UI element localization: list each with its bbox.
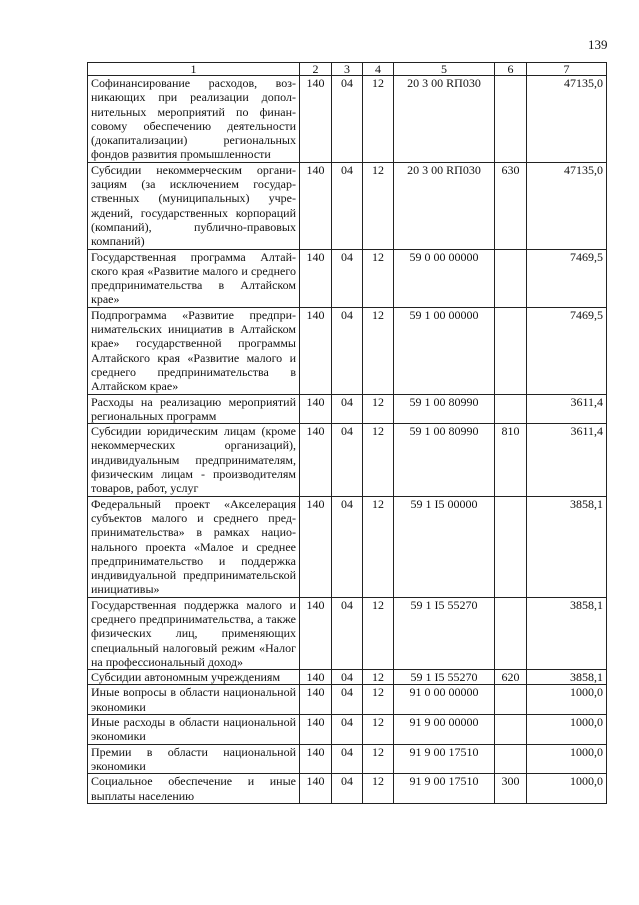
expense-type-code <box>495 597 527 669</box>
table-row <box>88 424 607 496</box>
expense-type-code <box>495 249 527 307</box>
section-code: 04 <box>332 597 363 669</box>
column-header: 1 <box>88 63 300 76</box>
column-header: 2 <box>300 63 332 76</box>
subsection-code: 12 <box>363 715 394 745</box>
column-header: 5 <box>394 63 495 76</box>
subsection-code: 12 <box>363 424 394 496</box>
subsection-code: 12 <box>363 76 394 163</box>
ministry-code: 140 <box>300 670 332 685</box>
row-description: Федеральный проект «Акселерация субъектов малого и среднего предпринимательства» в рамках национального проекта «Малое и среднее предпринимательство и поддержка индивидуальной предпринимательской инициативы» <box>88 496 300 597</box>
expense-type-code: 630 <box>495 162 527 249</box>
target-article-code: 59 1 I5 55270 <box>394 670 495 685</box>
subsection-code: 12 <box>363 744 394 774</box>
target-article-code: 91 9 00 17510 <box>394 744 495 774</box>
amount: 1000,0 <box>527 685 607 715</box>
section-code: 04 <box>332 424 363 496</box>
ministry-code: 140 <box>300 394 332 424</box>
table-body <box>88 76 607 804</box>
row-description: Иные расходы в области национальной экономики <box>88 715 300 745</box>
ministry-code: 140 <box>300 76 332 163</box>
table-row <box>88 597 607 669</box>
expense-type-code <box>495 76 527 163</box>
subsection-code: 12 <box>363 394 394 424</box>
subsection-code: 12 <box>363 162 394 249</box>
amount: 3858,1 <box>527 597 607 669</box>
expense-type-code <box>495 685 527 715</box>
subsection-code: 12 <box>363 670 394 685</box>
row-description: Софинансирование расходов, возникающих при реализации дополнительных мероприятий по финансовому обеспечению деятельности (докапитализации) региональных фондов развития промышленности <box>88 76 300 163</box>
row-description: Субсидии юридическим лицам (кроме некоммерческих организаций), индивидуальным предпринимателям, физическим лицам - производителям товаров, работ, услуг <box>88 424 300 496</box>
expense-type-code <box>495 715 527 745</box>
ministry-code: 140 <box>300 496 332 597</box>
section-code: 04 <box>332 685 363 715</box>
table-row <box>88 394 607 424</box>
page-number: 139 <box>588 37 608 52</box>
table-header <box>88 63 607 76</box>
column-header: 3 <box>332 63 363 76</box>
target-article-code: 59 1 I5 55270 <box>394 597 495 669</box>
subsection-code: 12 <box>363 496 394 597</box>
target-article-code: 20 3 00 RП030 <box>394 162 495 249</box>
table-row <box>88 685 607 715</box>
section-code: 04 <box>332 76 363 163</box>
ministry-code: 140 <box>300 162 332 249</box>
amount: 1000,0 <box>527 774 607 804</box>
table-row <box>88 496 607 597</box>
ministry-code: 140 <box>300 715 332 745</box>
section-code: 04 <box>332 774 363 804</box>
ministry-code: 140 <box>300 597 332 669</box>
amount: 3858,1 <box>527 670 607 685</box>
table-row <box>88 307 607 394</box>
expense-type-code: 300 <box>495 774 527 804</box>
table-row <box>88 670 607 685</box>
column-header: 7 <box>527 63 607 76</box>
expense-type-code <box>495 496 527 597</box>
row-description: Подпрограмма «Развитие предпринимательских инициатив в Алтайском крае» государственной программы Алтайского края «Развитие малого и среднего предпринимательства в Алтайском крае» <box>88 307 300 394</box>
column-header: 6 <box>495 63 527 76</box>
subsection-code: 12 <box>363 249 394 307</box>
target-article-code: 20 3 00 RП030 <box>394 76 495 163</box>
amount: 1000,0 <box>527 715 607 745</box>
subsection-code: 12 <box>363 685 394 715</box>
amount: 3611,4 <box>527 424 607 496</box>
subsection-code: 12 <box>363 597 394 669</box>
expense-type-code <box>495 394 527 424</box>
amount: 3858,1 <box>527 496 607 597</box>
amount: 7469,5 <box>527 249 607 307</box>
budget-table <box>87 62 607 804</box>
table-row <box>88 76 607 163</box>
amount: 47135,0 <box>527 162 607 249</box>
target-article-code: 59 1 I5 00000 <box>394 496 495 597</box>
ministry-code: 140 <box>300 744 332 774</box>
expense-type-code <box>495 744 527 774</box>
section-code: 04 <box>332 162 363 249</box>
header-row <box>88 63 607 76</box>
subsection-code: 12 <box>363 307 394 394</box>
column-header: 4 <box>363 63 394 76</box>
ministry-code: 140 <box>300 424 332 496</box>
section-code: 04 <box>332 496 363 597</box>
ministry-code: 140 <box>300 307 332 394</box>
row-description: Премии в области национальной экономики <box>88 744 300 774</box>
table-row <box>88 744 607 774</box>
target-article-code: 91 9 00 00000 <box>394 715 495 745</box>
section-code: 04 <box>332 249 363 307</box>
amount: 47135,0 <box>527 76 607 163</box>
target-article-code: 59 1 00 80990 <box>394 394 495 424</box>
amount: 7469,5 <box>527 307 607 394</box>
amount: 1000,0 <box>527 744 607 774</box>
ministry-code: 140 <box>300 249 332 307</box>
amount: 3611,4 <box>527 394 607 424</box>
table-row <box>88 249 607 307</box>
ministry-code: 140 <box>300 774 332 804</box>
section-code: 04 <box>332 307 363 394</box>
row-description: Субсидии некоммерческим организациям (за исключением государственных (муниципальных) учреждений, государственных корпораций (компаний), публично-правовых компаний) <box>88 162 300 249</box>
target-article-code: 91 9 00 17510 <box>394 774 495 804</box>
target-article-code: 59 1 00 00000 <box>394 307 495 394</box>
section-code: 04 <box>332 715 363 745</box>
target-article-code: 91 0 00 00000 <box>394 685 495 715</box>
expense-type-code: 810 <box>495 424 527 496</box>
target-article-code: 59 1 00 80990 <box>394 424 495 496</box>
section-code: 04 <box>332 670 363 685</box>
section-code: 04 <box>332 394 363 424</box>
row-description: Социальное обеспечение и иные выплаты населению <box>88 774 300 804</box>
expense-type-code <box>495 307 527 394</box>
row-description: Государственная поддержка малого и среднего предпринимательства, а также физических лиц, применяющих специальный налоговый режим «Налог на профессиональный доход» <box>88 597 300 669</box>
section-code: 04 <box>332 744 363 774</box>
row-description: Иные вопросы в области национальной экономики <box>88 685 300 715</box>
row-description: Субсидии автономным учреждениям <box>88 670 300 685</box>
target-article-code: 59 0 00 00000 <box>394 249 495 307</box>
table-row <box>88 774 607 804</box>
table-row <box>88 162 607 249</box>
row-description: Расходы на реализацию мероприятий региональных программ <box>88 394 300 424</box>
table-row <box>88 715 607 745</box>
subsection-code: 12 <box>363 774 394 804</box>
expense-type-code: 620 <box>495 670 527 685</box>
row-description: Государственная программа Алтайского края «Развитие малого и среднего предпринимательства в Алтайском крае» <box>88 249 300 307</box>
ministry-code: 140 <box>300 685 332 715</box>
